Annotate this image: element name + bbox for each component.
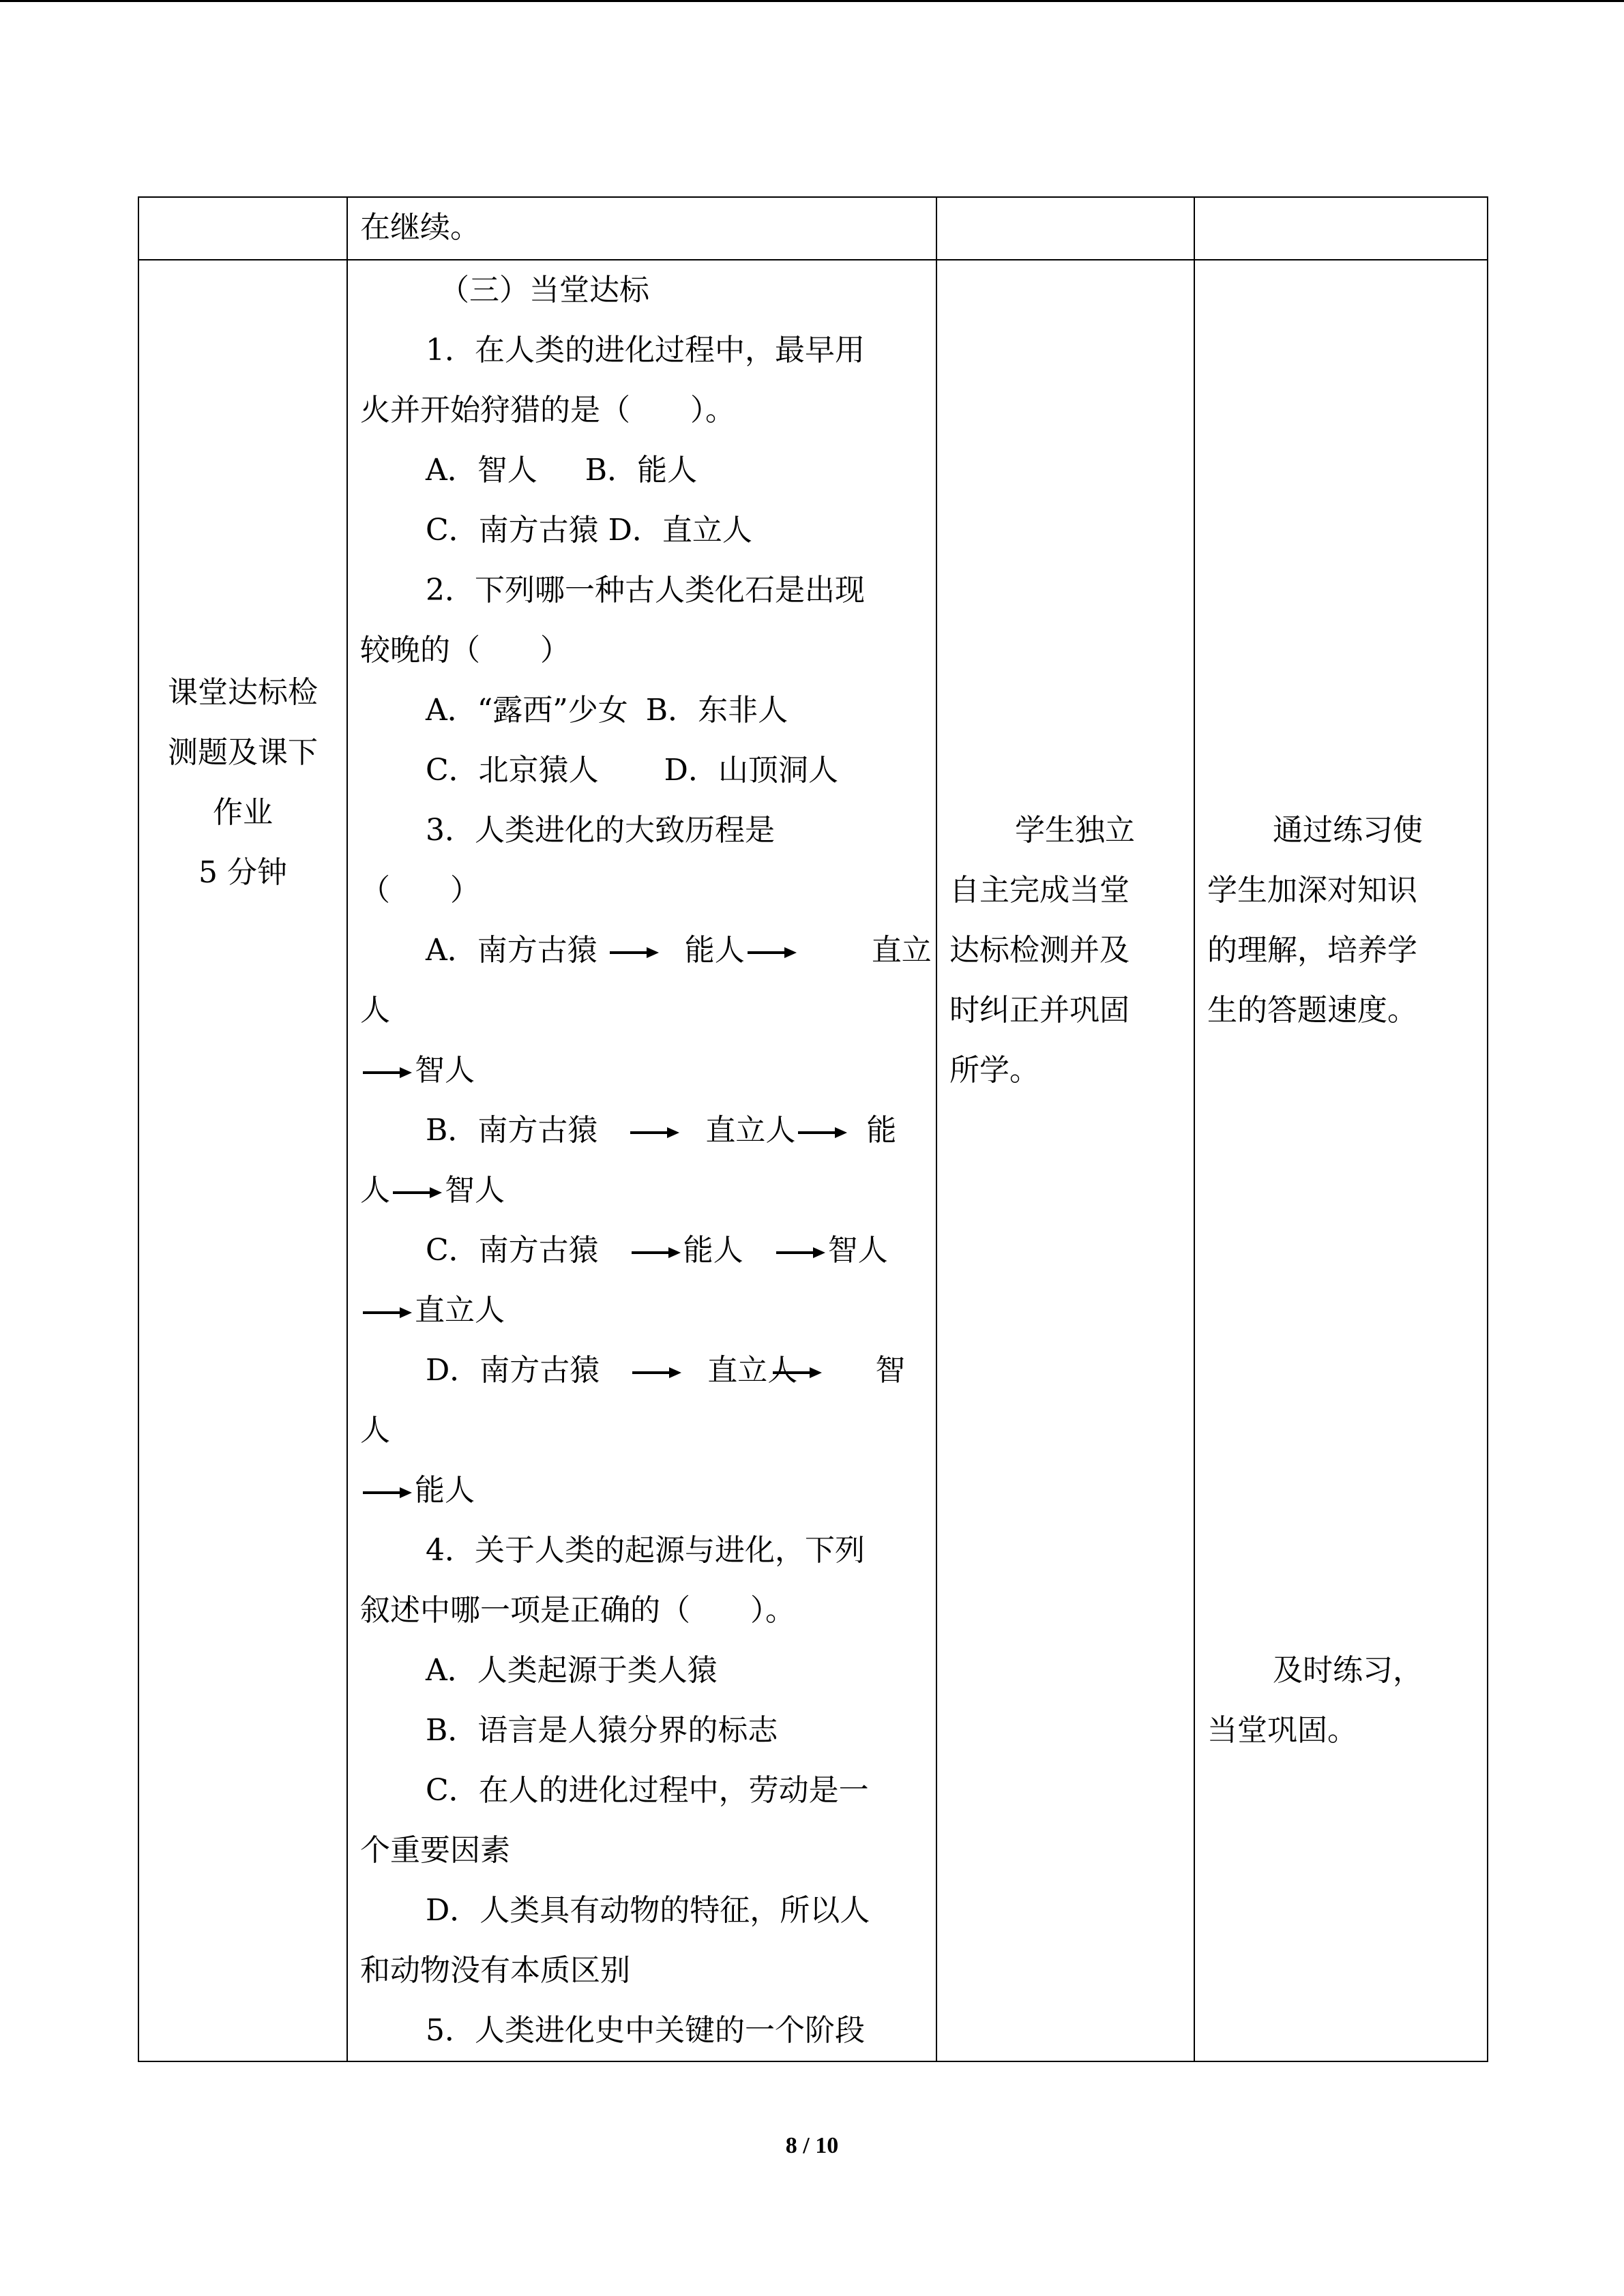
question-3-line-2: （ ） — [360, 873, 480, 908]
question-5-line-1: 5．人类进化史中关键的一个阶段 — [426, 2013, 865, 2048]
question-4-option-a: A．人类起源于类人猿 — [426, 1653, 718, 1688]
student-activity-line-3: 达标检测并及 — [949, 933, 1130, 968]
student-activity-line-1: 学生独立 — [1015, 813, 1135, 848]
right-arrow-icon — [363, 1066, 412, 1079]
stage-cell-top — [138, 197, 347, 260]
question-4-option-d-line-2: 和动物没有本质区别 — [360, 1953, 630, 1988]
design-intent-line-1: 通过练习使 — [1273, 813, 1423, 848]
design-intent-cell — [1194, 260, 1488, 2061]
page-number: 8 / 10 — [785, 2133, 839, 2158]
question-4-line-2: 叙述中哪一项是正确的（ ）。 — [360, 1593, 795, 1628]
right-arrow-icon — [630, 1126, 679, 1139]
right-arrow-icon — [776, 1246, 825, 1259]
right-arrow-icon — [632, 1246, 681, 1259]
right-arrow-icon — [748, 946, 797, 959]
question-3-line-1: 3．人类进化的大致历程是 — [426, 813, 775, 848]
right-arrow-icon — [610, 946, 659, 959]
table-row — [138, 260, 1488, 2061]
design-intent-line-5: 及时练习， — [1273, 1653, 1423, 1688]
activity-cell-top — [936, 197, 1194, 260]
question-1-line-2: 火并开始狩猎的是（ ）。 — [360, 393, 735, 428]
design-intent-line-2: 学生加深对知识 — [1207, 873, 1417, 908]
lesson-plan-table — [138, 196, 1488, 2062]
content-cell-top — [347, 197, 936, 260]
question-3-option-a-end: 智人 — [360, 1041, 924, 1101]
design-intent-line-6: 当堂巩固。 — [1207, 1713, 1357, 1748]
right-arrow-icon — [773, 1366, 822, 1380]
right-arrow-icon — [363, 1306, 412, 1320]
question-3-option-d-cont: 人 — [360, 1413, 390, 1448]
question-3-option-c-cont: 直立人 — [360, 1281, 924, 1341]
question-3-option-a: A．南方古猿 能人 直立 — [426, 933, 932, 968]
question-4-line-1: 4．关于人类的起源与进化，下列 — [426, 1533, 865, 1568]
right-arrow-icon — [632, 1366, 681, 1380]
question-4-option-c-line-2: 个重要因素 — [360, 1833, 510, 1868]
student-activity-line-5: 所学。 — [949, 1053, 1039, 1088]
right-arrow-icon — [798, 1126, 847, 1139]
continued-text: 在继续。 — [360, 210, 480, 245]
stage-label: 课堂达标检 测题及课下 作业 5 分钟 — [168, 675, 318, 890]
question-3-option-a-cont: 人 — [360, 993, 390, 1028]
question-1-line-1: 1．在人类的进化过程中，最早用 — [426, 333, 865, 368]
exercise-content-cell — [347, 260, 936, 2061]
question-2-options-ab: A．“露西”少女 B．东非人 — [426, 693, 788, 728]
table-row — [138, 197, 1488, 260]
stage-cell — [138, 260, 347, 2061]
question-3-option-b-cont: 人 智人 — [360, 1173, 505, 1208]
question-2-line-1: 2．下列哪一种古人类化石是出现 — [426, 573, 865, 608]
question-3-option-b: B．南方古猿 直立人 能 — [426, 1113, 897, 1148]
question-1-options-ab: A．智人 B．能人 — [426, 453, 698, 488]
question-1-options-cd: C．南方古猿 D．直立人 — [426, 513, 752, 548]
question-3-option-d: D．南方古猿 直立人 智 — [426, 1353, 906, 1388]
question-4-option-c-line-1: C．在人的进化过程中，劳动是一 — [426, 1773, 869, 1808]
student-activity-line-2: 自主完成当堂 — [949, 873, 1130, 908]
question-4-option-d-line-1: D．人类具有动物的特征，所以人 — [426, 1893, 870, 1928]
page-top-border — [0, 0, 1624, 2]
section-title: （三）当堂达标 — [439, 273, 649, 308]
question-2-line-2: 较晚的（ ） — [360, 633, 570, 668]
intent-cell-top — [1194, 197, 1488, 260]
design-intent-line-3: 的理解，培养学 — [1207, 933, 1417, 968]
design-intent-line-4: 生的答题速度。 — [1207, 993, 1417, 1028]
question-3-option-c: C．南方古猿 能人 智人 — [426, 1233, 888, 1268]
question-3-option-d-end: 能人 — [360, 1461, 924, 1521]
question-4-option-b: B．语言是人猿分界的标志 — [426, 1713, 778, 1748]
right-arrow-icon — [393, 1186, 442, 1199]
student-activity-cell — [936, 260, 1194, 2061]
right-arrow-icon — [363, 1486, 412, 1500]
question-2-options-cd: C．北京猿人 D．山顶洞人 — [426, 753, 838, 788]
student-activity-line-4: 时纠正并巩固 — [949, 993, 1130, 1028]
